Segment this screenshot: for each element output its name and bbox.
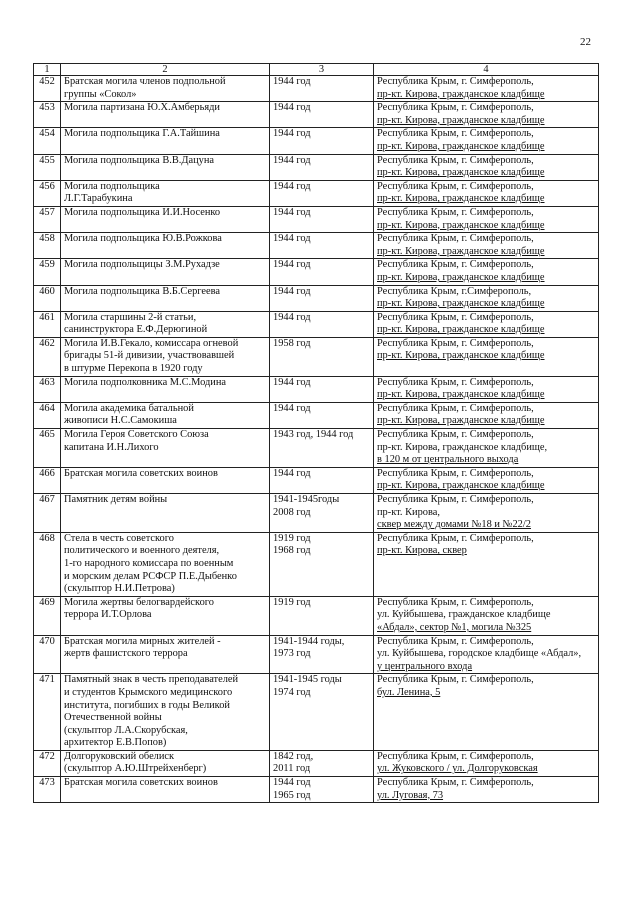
monument-name-cell	[61, 128, 270, 154]
monument-name-cell	[61, 259, 270, 285]
monument-date-line: 1944 год	[273, 206, 311, 218]
table-row	[34, 259, 599, 285]
monument-address-cell	[374, 635, 599, 674]
monument-address-line: пр-кт. Кирова, гражданское кладбище	[377, 245, 545, 257]
table-row	[34, 76, 599, 102]
monument-address-line: пр-кт. Кирова, гражданское кладбище	[377, 480, 545, 492]
monument-name-cell	[61, 750, 270, 776]
monument-address-line: Республика Крым, г. Симферополь,	[377, 337, 534, 349]
monument-name-cell	[61, 467, 270, 493]
monument-name-line: в штурме Перекопа в 1920 году	[64, 363, 203, 375]
monument-date-line: 1944 год	[273, 376, 311, 388]
monument-address-line: бул. Ленина, 5	[377, 686, 441, 698]
table-row	[34, 128, 599, 154]
monument-name-cell	[61, 311, 270, 337]
monument-name-line: архитектор Е.В.Попов)	[64, 737, 167, 749]
monument-address-line: Республика Крым, г. Симферополь,	[377, 429, 534, 441]
table-row	[34, 102, 599, 128]
monument-address-line: Республика Крым, г. Симферополь,	[377, 532, 534, 544]
monument-address-cell	[374, 311, 599, 337]
table-row	[34, 376, 599, 402]
table-row	[34, 233, 599, 259]
table-row	[34, 285, 599, 311]
table-row	[34, 154, 599, 180]
monument-name-line: Л.Г.Тарабукина	[64, 193, 133, 205]
monument-name-cell	[61, 777, 270, 803]
monument-address-cell	[374, 206, 599, 232]
monument-address-line: пр-кт. Кирова, гражданское кладбище	[377, 350, 545, 362]
monument-date-line: 1944 год	[273, 180, 311, 192]
monument-name-line: Могила Героя Советского Союза	[64, 429, 209, 441]
monument-name-cell	[61, 154, 270, 180]
monument-date-cell	[270, 674, 374, 751]
monument-name-line: Могила академика батальной	[64, 402, 194, 414]
monument-address-line: Республика Крым, г. Симферополь,	[377, 777, 534, 789]
monument-date-cell	[270, 102, 374, 128]
monument-address-cell	[374, 154, 599, 180]
monument-name-cell	[61, 596, 270, 635]
monument-date-cell	[270, 128, 374, 154]
table-row	[34, 635, 599, 674]
monument-name-line: политического и военного деятеля,	[64, 545, 220, 557]
monument-date-line: 1973 год	[273, 648, 311, 660]
monument-name-line: Стела в честь советского	[64, 532, 174, 544]
monument-date-cell	[270, 76, 374, 102]
monument-name-line: Могила жертвы белогвардейского	[64, 596, 214, 608]
monument-address-line: Республика Крым, г. Симферополь,	[377, 376, 534, 388]
monument-address-line: пр-кт. Кирова, гражданское кладбище	[377, 114, 545, 126]
monument-name-line: санинструктора Е.Ф.Дерюгиной	[64, 324, 208, 336]
monument-name-line: Могила подпольщика	[64, 180, 160, 192]
monument-date-line: 1944 год	[273, 76, 311, 87]
table-row	[34, 429, 599, 468]
monument-address-line: Республика Крым, г. Симферополь,	[377, 402, 534, 414]
monument-name-line: (скульптор Н.И.Петрова)	[64, 583, 175, 595]
monument-address-line: Республика Крым, г. Симферополь,	[377, 635, 534, 647]
monument-name-line: Могила подпольщика В.Б.Сергеева	[64, 285, 221, 297]
monument-address-cell	[374, 750, 599, 776]
monument-name-line: 1-го народного комиссара по военным	[64, 557, 234, 569]
row-number: 472	[34, 750, 61, 776]
monument-address-line: Республика Крым, г. Симферополь,	[377, 180, 534, 192]
monument-name-line: Памятник детям войны	[64, 494, 168, 505]
monument-name-line: Могила подпольщика В.В.Дацуна	[64, 154, 215, 166]
monument-address-line: «Абдал», сектор №1, могила №325	[377, 621, 532, 633]
monument-date-line: 2008 год	[273, 506, 311, 518]
monument-name-cell	[61, 206, 270, 232]
monument-name-line: и морским делам РСФСР П.Е.Дыбенко	[64, 570, 237, 582]
monument-address-line: ул. Жуковского / ул. Долгоруковская	[377, 763, 538, 775]
monument-address-line: пр-кт. Кирова, гражданское кладбище	[377, 219, 545, 231]
row-number: 470	[34, 635, 61, 674]
monument-name-cell	[61, 674, 270, 751]
monument-name-line: группы «Сокол»	[64, 88, 137, 100]
monument-name-line: жертв фашистского террора	[64, 648, 188, 660]
monument-date-line: 1958 год	[273, 337, 311, 349]
table-row	[34, 674, 599, 751]
monument-date-cell	[270, 180, 374, 206]
monument-address-line: ул. Куйбышева, гражданское кладбище	[377, 609, 551, 621]
monument-name-line: Могила старшины 2-й статьи,	[64, 311, 197, 323]
monument-address-line: пр-кт. Кирова,	[377, 506, 440, 518]
row-number: 457	[34, 206, 61, 232]
monument-address-cell	[374, 674, 599, 751]
row-number: 469	[34, 596, 61, 635]
monument-date-line: 1968 год	[273, 545, 311, 557]
monument-name-cell	[61, 337, 270, 376]
monument-address-line: Республика Крым, г.Симферополь,	[377, 285, 532, 297]
table-row	[34, 206, 599, 232]
monument-date-cell	[270, 285, 374, 311]
monument-address-cell	[374, 376, 599, 402]
monument-date-line: 1943 год, 1944 год	[273, 429, 354, 441]
monument-date-line: 2011 год	[273, 763, 311, 775]
row-number: 467	[34, 494, 61, 533]
row-number: 460	[34, 285, 61, 311]
monument-name-cell	[61, 233, 270, 259]
table-row	[34, 494, 599, 533]
monument-date-cell	[270, 311, 374, 337]
monument-name-line: капитана И.Н.Лихого	[64, 441, 159, 453]
monument-address-cell	[374, 233, 599, 259]
monument-name-cell	[61, 532, 270, 596]
monument-address-line: пр-кт. Кирова, гражданское кладбище	[377, 389, 545, 401]
header-cell-address: 4	[374, 64, 599, 76]
monument-date-line: 1941-1944 годы,	[273, 635, 345, 647]
monument-name-cell	[61, 76, 270, 102]
monument-address-line: Республика Крым, г. Симферополь,	[377, 128, 534, 140]
monument-address-line: пр-кт. Кирова, гражданское кладбище	[377, 193, 545, 205]
monument-address-cell	[374, 102, 599, 128]
monument-date-cell	[270, 233, 374, 259]
monument-address-line: пр-кт. Кирова, гражданское кладбище	[377, 324, 545, 336]
row-number: 459	[34, 259, 61, 285]
monument-name-line: Могила подпольщика Ю.В.Рожкова	[64, 233, 222, 245]
monument-address-line: сквер между домами №18 и №22/2	[377, 519, 531, 531]
monument-name-cell	[61, 102, 270, 128]
table-row	[34, 777, 599, 803]
monument-name-cell	[61, 376, 270, 402]
monument-date-cell	[270, 532, 374, 596]
monument-address-cell	[374, 596, 599, 635]
monument-date-line: 1944 год	[273, 285, 311, 297]
row-number: 463	[34, 376, 61, 402]
table-row	[34, 596, 599, 635]
monument-name-line: Долгоруковский обелиск	[64, 750, 175, 762]
monument-name-line: (скульптор А.Ю.Штрейхенберг)	[64, 763, 207, 775]
monument-date-line: 1842 год,	[273, 750, 314, 762]
monument-date-cell	[270, 750, 374, 776]
monument-name-line: Могила И.В.Гекало, комиссара огневой	[64, 337, 239, 349]
row-number: 466	[34, 467, 61, 493]
monuments-table	[33, 63, 599, 803]
monument-date-cell	[270, 337, 374, 376]
monument-name-line: Братская могила советских воинов	[64, 467, 218, 479]
monument-name-line: Братская могила членов подпольной	[64, 76, 226, 87]
monument-address-line: Республика Крым, г. Симферополь,	[377, 674, 534, 686]
monument-date-cell	[270, 402, 374, 428]
monument-address-line: Республика Крым, г. Симферополь,	[377, 750, 534, 762]
monument-address-line: в 120 м от центрального выхода	[377, 454, 519, 466]
monument-address-cell	[374, 467, 599, 493]
monument-name-cell	[61, 635, 270, 674]
monument-address-line: у центрального входа	[377, 660, 473, 672]
monument-address-cell	[374, 285, 599, 311]
monument-name-line: Могила подпольщицы З.М.Рухадзе	[64, 259, 220, 271]
monument-address-cell	[374, 128, 599, 154]
monument-date-line: 1944 год	[273, 259, 311, 271]
monument-date-line: 1965 год	[273, 789, 311, 801]
table-row	[34, 750, 599, 776]
monument-date-line: 1944 год	[273, 102, 311, 114]
table-row	[34, 311, 599, 337]
monument-date-line: 1944 год	[273, 467, 311, 479]
monument-address-line: ул. Луговая, 73	[377, 789, 444, 801]
monument-name-line: Отечественной войны	[64, 712, 162, 724]
monument-date-line: 1919 год	[273, 596, 311, 608]
row-number: 462	[34, 337, 61, 376]
row-number: 473	[34, 777, 61, 803]
table-row	[34, 180, 599, 206]
monument-address-cell	[374, 337, 599, 376]
row-number: 461	[34, 311, 61, 337]
monument-date-cell	[270, 259, 374, 285]
monument-address-cell	[374, 494, 599, 533]
monument-name-line: террора И.Т.Орлова	[64, 609, 152, 621]
monument-date-cell	[270, 777, 374, 803]
monument-name-cell	[61, 285, 270, 311]
monument-name-line: Могила подпольщика И.И.Носенко	[64, 206, 221, 218]
row-number: 465	[34, 429, 61, 468]
monument-date-cell	[270, 494, 374, 533]
table-row	[34, 467, 599, 493]
monument-address-line: пр-кт. Кирова, гражданское кладбище	[377, 167, 545, 179]
monument-address-cell	[374, 180, 599, 206]
monument-name-line: бригады 51-й дивизии, участвовавшей	[64, 350, 235, 362]
monument-address-cell	[374, 777, 599, 803]
monument-address-line: Республика Крым, г. Симферополь,	[377, 467, 534, 479]
monument-name-cell	[61, 494, 270, 533]
monument-name-line: Памятный знак в честь преподавателей	[64, 674, 239, 686]
monument-address-line: пр-кт. Кирова, сквер	[377, 545, 467, 557]
row-number: 464	[34, 402, 61, 428]
row-number: 456	[34, 180, 61, 206]
monument-address-line: пр-кт. Кирова, гражданское кладбище	[377, 88, 545, 100]
monument-address-line: пр-кт. Кирова, гражданское кладбище	[377, 140, 545, 152]
monument-address-line: ул. Куйбышева, городское кладбище «Абдал»,	[377, 648, 582, 660]
monument-date-line: 1944 год	[273, 128, 311, 140]
monument-address-line: Республика Крым, г. Симферополь,	[377, 596, 534, 608]
page-number: 22	[580, 36, 591, 48]
header-row	[34, 64, 599, 76]
monument-date-line: 1919 год	[273, 532, 311, 544]
monument-date-line: 1974 год	[273, 686, 311, 698]
monument-date-cell	[270, 206, 374, 232]
monument-address-line: Республика Крым, г. Симферополь,	[377, 76, 534, 87]
row-number: 452	[34, 76, 61, 102]
monument-name-cell	[61, 180, 270, 206]
monument-name-line: института, погибших в годы Великой	[64, 699, 230, 711]
monument-date-line: 1944 год	[273, 233, 311, 245]
monument-date-line: 1941-1945 годы	[273, 674, 342, 686]
monument-date-cell	[270, 376, 374, 402]
monument-address-line: Республика Крым, г. Симферополь,	[377, 206, 534, 218]
monument-date-cell	[270, 596, 374, 635]
row-number: 468	[34, 532, 61, 596]
monument-address-line: пр-кт. Кирова, гражданское кладбище,	[377, 441, 548, 453]
header-cell-date: 3	[270, 64, 374, 76]
header-cell-name: 2	[61, 64, 270, 76]
row-number: 453	[34, 102, 61, 128]
monument-date-line: 1941-1945годы	[273, 494, 340, 505]
monument-address-line: Республика Крым, г. Симферополь,	[377, 311, 534, 323]
monument-date-line: 1944 год	[273, 311, 311, 323]
monument-name-line: Могила подполковника М.С.Модина	[64, 376, 227, 388]
monument-name-cell	[61, 429, 270, 468]
monument-address-cell	[374, 76, 599, 102]
monument-name-line: Братская могила советских воинов	[64, 777, 218, 789]
monument-date-line: 1944 год	[273, 154, 311, 166]
monument-date-cell	[270, 429, 374, 468]
monument-name-line: живописи Н.С.Самокиша	[64, 415, 177, 427]
monument-name-line: (скульптор Л.А.Скорубская,	[64, 724, 188, 736]
monument-name-line: Братская могила мирных жителей -	[64, 635, 221, 647]
row-number: 454	[34, 128, 61, 154]
monument-address-line: пр-кт. Кирова, гражданское кладбище	[377, 415, 545, 427]
row-number: 471	[34, 674, 61, 751]
monument-date-cell	[270, 467, 374, 493]
table-row	[34, 532, 599, 596]
monument-address-cell	[374, 402, 599, 428]
monument-name-line: Могила партизана Ю.Х.Амберьяди	[64, 102, 220, 114]
monument-address-line: Республика Крым, г. Симферополь,	[377, 259, 534, 271]
row-number: 458	[34, 233, 61, 259]
monument-address-line: пр-кт. Кирова, гражданское кладбище	[377, 298, 545, 310]
monument-address-cell	[374, 259, 599, 285]
monument-address-line: Республика Крым, г. Симферополь,	[377, 494, 534, 505]
table-row	[34, 402, 599, 428]
monument-address-line: Республика Крым, г. Симферополь,	[377, 233, 534, 245]
table-row	[34, 337, 599, 376]
monument-address-cell	[374, 429, 599, 468]
monument-date-cell	[270, 635, 374, 674]
monument-date-line: 1944 год	[273, 402, 311, 414]
monument-date-cell	[270, 154, 374, 180]
monument-address-line: Республика Крым, г. Симферополь,	[377, 154, 534, 166]
table-body	[34, 76, 599, 803]
monument-date-line: 1944 год	[273, 777, 311, 789]
row-number: 455	[34, 154, 61, 180]
monument-name-line: и студентов Крымского медицинского	[64, 686, 233, 698]
monument-address-line: пр-кт. Кирова, гражданское кладбище	[377, 271, 545, 283]
monument-name-cell	[61, 402, 270, 428]
header-cell-number: 1	[34, 64, 61, 76]
monument-address-cell	[374, 532, 599, 596]
monument-name-line: Могила подпольщика Г.А.Тайшина	[64, 128, 220, 140]
monument-address-line: Республика Крым, г. Симферополь,	[377, 102, 534, 114]
